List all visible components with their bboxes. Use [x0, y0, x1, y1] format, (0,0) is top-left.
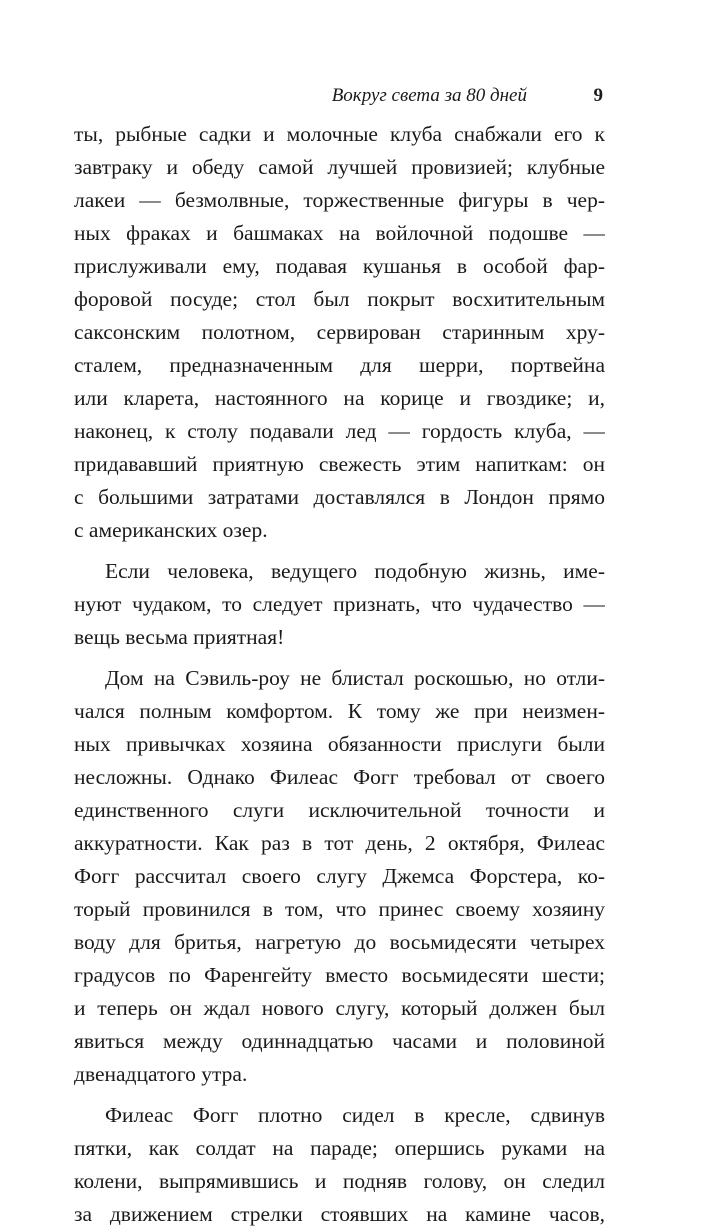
text-line: двенадцатого утра.: [74, 1062, 248, 1086]
text-line: с большими затратами доставлялся в Лондон прямо: [74, 485, 605, 509]
text-line: вещь весьма приятная!: [74, 625, 285, 649]
text-line: за движением стрелки стоявших на камине часов,: [74, 1202, 605, 1226]
text-line: и теперь он ждал нового слугу, который должен был: [74, 996, 605, 1020]
body-text: [74, 118, 605, 1231]
text-line: Фогг рассчитал своего слугу Джемса Форстера, ко-: [74, 864, 605, 888]
page-number: 9: [593, 85, 603, 106]
text-line: нуют чудаком, то следует признать, что чудачество —: [74, 592, 605, 616]
text-line: Дом на Сэвиль-роу не блистал роскошью, но отли-: [105, 666, 605, 690]
text-line: завтраку и обеду самой лучшей провизией; клубные: [74, 155, 605, 179]
text-line: прислуживали ему, подавая кушанья в особой фар-: [74, 254, 605, 278]
paragraph-gap: [74, 654, 605, 662]
running-head: [72, 84, 603, 108]
text-line: с американских озер.: [74, 518, 268, 542]
paragraph: [74, 662, 605, 1091]
text-line: единственного слуги исключительной точности и: [74, 798, 605, 822]
text-line: Если человека, ведущего подобную жизнь, име-: [105, 559, 605, 583]
text-line: форовой посуде; стол был покрыт восхитительным: [74, 287, 605, 311]
text-line: ных привычках хозяина обязанности прислуги были: [74, 732, 605, 756]
text-line: чался полным комфортом. К тому же при неизмен-: [74, 699, 605, 723]
paragraph-gap: [74, 547, 605, 555]
text-line: наконец, к столу подавали лед — гордость клуба, —: [74, 419, 605, 443]
paragraph: [74, 555, 605, 654]
text-line: сталем, предназначенным для шерри, портвейна: [74, 353, 605, 377]
text-line: лакеи — безмолвные, торжественные фигуры в чер-: [74, 188, 605, 212]
text-line: ных фраках и башмаках на войлочной подошве —: [74, 221, 605, 245]
text-line: градусов по Фаренгейту вместо восьмидесяти шести;: [74, 963, 605, 987]
text-line: саксонским полотном, сервирован старинным хру-: [74, 320, 605, 344]
text-line: Филеас Фогг плотно сидел в кресле, сдвинув: [105, 1103, 605, 1127]
text-line: или кларета, настоянного на корице и гвоздике; и,: [74, 386, 605, 410]
text-line: воду для бритья, нагретую до восьмидесяти четырех: [74, 930, 605, 954]
text-line: аккуратности. Как раз в тот день, 2 октября, Филеас: [74, 831, 605, 855]
text-line: торый провинился в том, что принес своему хозяину: [74, 897, 605, 921]
paragraph: [74, 1099, 605, 1231]
text-line: пятки, как солдат на параде; опершись руками на: [74, 1136, 605, 1160]
running-title: Вокруг света за 80 дней: [331, 85, 527, 106]
text-line: несложны. Однако Филеас Фогг требовал от своего: [74, 765, 605, 789]
text-line: колени, выпрямившись и подняв голову, он следил: [74, 1169, 605, 1193]
text-line: ты, рыбные садки и молочные клуба снабжали его к: [74, 122, 605, 146]
text-line: придававший приятную свежесть этим напиткам: он: [74, 452, 605, 476]
text-line: явиться между одиннадцатью часами и половиной: [74, 1029, 605, 1053]
paragraph: [74, 118, 605, 547]
paragraph-gap: [74, 1091, 605, 1099]
